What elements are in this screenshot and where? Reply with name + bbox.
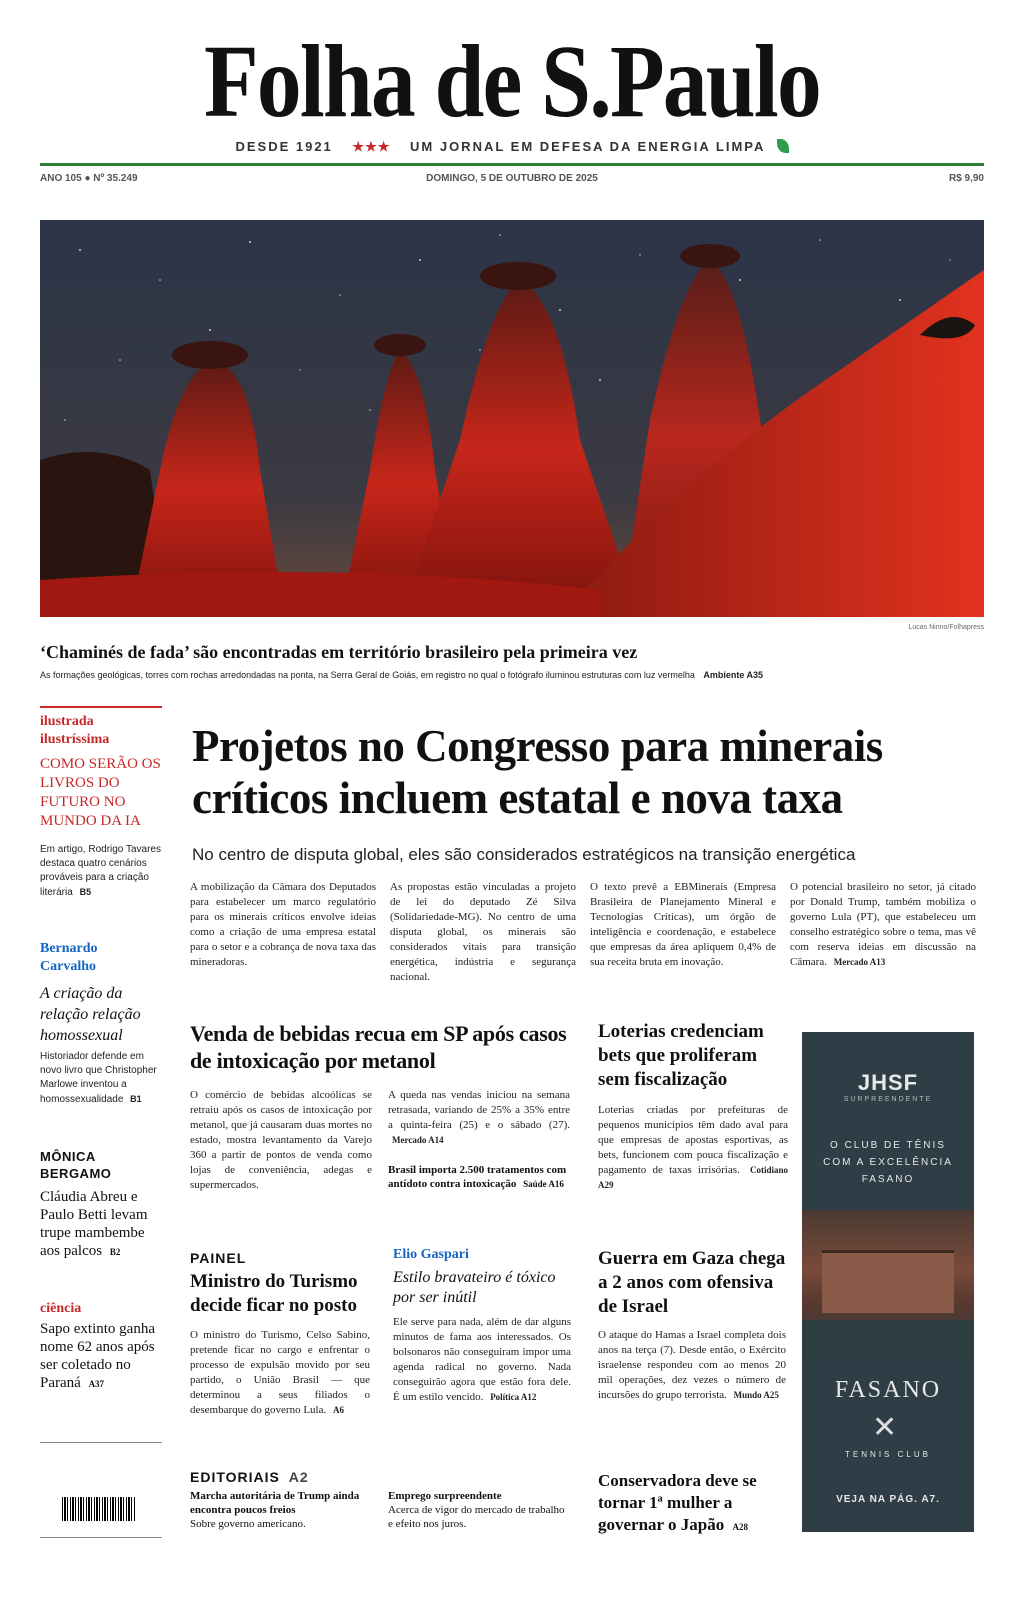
ilustrissima-label[interactable]: ilustríssima	[40, 732, 110, 747]
main-col-1: A mobilização da Câmara dos Deputados para estabelecer um marco regulatório para os minerais críticos envolve ideias como a criação de uma empresa estatal para o setor e a cobrança de nova taxa das mineradoras.	[190, 881, 376, 968]
gaspari-text	[393, 1315, 571, 1405]
edition-price: R$ 9,90	[948, 173, 984, 184]
ciencia-label[interactable]: ciência	[40, 1301, 82, 1316]
ilustrissima-body: Em artigo, Rodrigo Tavares destaca quatro cenários prováveis para a criação literária	[40, 844, 161, 898]
left-rule	[40, 706, 162, 708]
gaspari-body: Ele serve para nada, além de dar alguns minutos de fama aos interessados. Os bolsonaros não conseguiram impor uma agenda radical no governo. Nada conseguirão agora que estão fora dele. É um estilo vencido.	[393, 1316, 571, 1403]
main-col-3: O texto prevê a EBMinerais (Empresa Brasileira de Planejamento Mineral e Tecnologias Críticas), um órgão de inteligência e coordenação, e estabelece que empresas da área apliquem 0,4% de sua receita bruta em inovação.	[590, 881, 776, 968]
japao-headline[interactable]	[598, 1470, 788, 1538]
editorial-1[interactable]	[190, 1489, 372, 1531]
edition-date: DOMINGO, 5 DE OUTUBRO DE 2025	[426, 173, 598, 184]
slogan: UM JORNAL EM DEFESA DA ENERGIA LIMPA	[410, 139, 765, 154]
loterias-body: Loterias criadas por prefeituras de pequenos municípios têm dado aval para que empresas de apostas esportivas, as bets, funcionem com pouca fiscalização e pagamento de taxas irrisórias.	[598, 1104, 788, 1176]
ilustrissima-title[interactable]: COMO SERÃO OS LIVROS DO FUTURO NO MUNDO DA IA	[40, 756, 161, 829]
bernardo-name[interactable]: Bernardo Carvalho	[40, 941, 98, 974]
tennis-rackets-icon: ✕	[872, 1411, 898, 1444]
gaza-text	[598, 1328, 786, 1403]
main-headline[interactable]: Projetos no Congresso para minerais críticos incluem estatal e nova taxa	[192, 721, 883, 823]
painel-kicker[interactable]: PAINEL	[190, 1250, 247, 1266]
loterias-text	[598, 1103, 788, 1193]
main-subhead: No centro de disputa global, eles são considerados estratégicos na transição energética	[192, 845, 856, 864]
loterias-ref: Cotidiano A29	[598, 1165, 788, 1190]
japao-ref: A28	[732, 1522, 748, 1532]
ad-brand-sub: SURPREENDENTE	[843, 1096, 933, 1103]
editorial-1-text: Sobre governo americano.	[190, 1518, 306, 1530]
painel-text	[190, 1328, 370, 1418]
monica-body: Cláudia Abreu e Paulo Betti levam trupe mambembe aos palcos	[40, 1189, 148, 1259]
gaza-ref: Mundo A25	[733, 1390, 779, 1400]
since-label: DESDE 1921	[235, 139, 333, 154]
bebidas-col-2	[388, 1088, 570, 1148]
stars-icon: ★★★	[352, 139, 391, 154]
gaspari-title[interactable]: Estilo bravateiro é tóxico por ser inútil	[393, 1269, 556, 1306]
main-ref: Mercado A13	[833, 957, 886, 967]
painel-body: O ministro do Turismo, Celso Sabino, pretende ficar no cargo e enfrentar o processo de expulsão movido por seu partido, o União Brasil — que determinou a seus filiados o desembarque do governo Lula.	[190, 1329, 370, 1416]
editoriais-kicker[interactable]	[190, 1469, 309, 1485]
bebidas-ref: Mercado A14	[392, 1135, 444, 1145]
leaf-icon	[777, 139, 789, 153]
ciencia-ref: A37	[88, 1379, 105, 1389]
editoriais-label: EDITORIAIS	[190, 1469, 280, 1485]
masthead-title[interactable]: Folha de S.Paulo	[203, 24, 821, 139]
fairy-chimneys-image	[40, 220, 984, 617]
photo-caption-text	[40, 670, 1000, 680]
ilustrissima-text	[40, 843, 165, 900]
bebidas-related-title: Brasil importa 2.500 tratamentos com antídoto contra intoxicação	[388, 1164, 567, 1190]
painel-headline[interactable]: Ministro do Turismo decide ficar no posto	[190, 1271, 358, 1316]
ilustrissima-ref: B5	[79, 887, 92, 897]
masthead-rule	[40, 163, 984, 166]
ad-photo	[802, 1210, 974, 1360]
ad-text: O CLUB DE TÊNIS COM A EXCELÊNCIA FASANO	[823, 1140, 953, 1185]
bebidas-col-1: O comércio de bebidas alcoólicas se retraiu após os casos de intoxicação por metanol, que já causaram duas mortes no estado, mostra levantamento da Varejo 360 a partir de pontos de venda como lojas de conveniência, adegas e supermercados.	[190, 1089, 372, 1191]
ad-logo: FASANO	[834, 1377, 942, 1403]
loterias-headline[interactable]: Loterias credenciam bets que proliferam sem fiscalização	[598, 1021, 764, 1090]
japao-title: Conservadora deve se tornar 1ª mulher a governar o Japão	[598, 1471, 757, 1534]
editoriais-page: A2	[288, 1469, 309, 1485]
bebidas-related-ref: Saúde A16	[523, 1179, 564, 1189]
monica-ref: B2	[109, 1247, 121, 1257]
bernardo-text	[40, 1050, 165, 1107]
editorial-2[interactable]	[388, 1489, 568, 1531]
editorial-2-text: Acerca de vigor do mercado de trabalho e efeito nos juros.	[388, 1504, 565, 1530]
caption-ref: Ambiente A35	[703, 670, 764, 680]
ilustrada-label[interactable]: ilustrada	[40, 714, 94, 729]
gaspari-author[interactable]: Elio Gaspari	[393, 1247, 469, 1262]
photo-credit: Lucas Ninno/Folhapress	[908, 624, 984, 631]
barcode-rule-bottom	[40, 1537, 162, 1538]
bernardo-title[interactable]: A criação da relação relação homossexual	[40, 985, 141, 1044]
photo-caption-title[interactable]: ‘Chaminés de fada’ são encontradas em território brasileiro pela primeira vez	[40, 642, 638, 662]
lead-photo[interactable]	[40, 220, 984, 617]
barcode-rule-top	[40, 1442, 162, 1443]
editorial-1-title: Marcha autoritária de Trump ainda encontra poucos freios	[190, 1490, 360, 1516]
ciencia-text	[40, 1320, 160, 1393]
ad-pool	[802, 1320, 974, 1360]
masthead-tagline	[0, 139, 1024, 155]
gaza-headline[interactable]: Guerra em Gaza chega a 2 anos com ofensiva de Israel	[598, 1248, 786, 1317]
monica-name[interactable]: MÔNICA BERGAMO	[40, 1149, 112, 1181]
edition-number: ANO 105 ● Nº 35.249	[40, 173, 138, 184]
ciencia-body: Sapo extinto ganha nome 62 anos após ser coletado no Paraná	[40, 1321, 155, 1391]
ad-logo-sub: TENNIS CLUB	[845, 1450, 931, 1459]
gaza-body: O ataque do Hamas a Israel completa dois anos na terça (7). Desde então, o Exército israelense respondeu com ao menos 20 mil operações, dez vezes o número de incursões do grupo terrorista.	[598, 1329, 786, 1401]
bernardo-body: Historiador defende em novo livro que Christopher Marlowe inventou a homossexualidade	[40, 1051, 157, 1105]
gaspari-ref: Política A12	[490, 1392, 537, 1402]
jhsf-advertisement[interactable]	[802, 1032, 974, 1532]
ad-brand: JHSF	[857, 1070, 919, 1095]
monica-text	[40, 1188, 160, 1261]
ad-cta: VEJA NA PÁG. A7.	[836, 1494, 940, 1505]
caption-body: As formações geológicas, torres com rochas arredondadas na ponta, na Serra Geral de Goiás, em registro no qual o fotógrafo iluminou estruturas com luz vermelha	[40, 670, 695, 680]
editorial-2-title: Emprego surpreendente	[388, 1490, 502, 1502]
barcode	[62, 1497, 136, 1521]
main-col-4	[790, 880, 976, 970]
bebidas-related[interactable]	[388, 1163, 570, 1191]
bebidas-col-2-body: A queda nas vendas iniciou na semana retrasada, variando de 25% a 35% entre a quinta-feira (25) e o sábado (27).	[388, 1089, 570, 1131]
bebidas-headline[interactable]: Venda de bebidas recua em SP após casos de intoxicação por metanol	[190, 1021, 567, 1073]
ad-building	[822, 1250, 954, 1313]
main-col-2: As propostas estão vinculadas a projeto de lei do deputado Zé Silva (Solidariedade-MG). No centro de uma disputa global, os minerais são considerados vitais para transição energética, indústria e segurança nacional.	[390, 881, 576, 983]
bernardo-ref: B1	[130, 1094, 142, 1104]
painel-ref: A6	[332, 1405, 344, 1415]
main-col-4-body: O potencial brasileiro no setor, já citado por Donald Trump, também mobiliza o governo Lula (PT), que estabeleceu um conselho estratégico sobre o tema, mas vê com reserva ideias em discussão na Câmara.	[790, 881, 976, 968]
